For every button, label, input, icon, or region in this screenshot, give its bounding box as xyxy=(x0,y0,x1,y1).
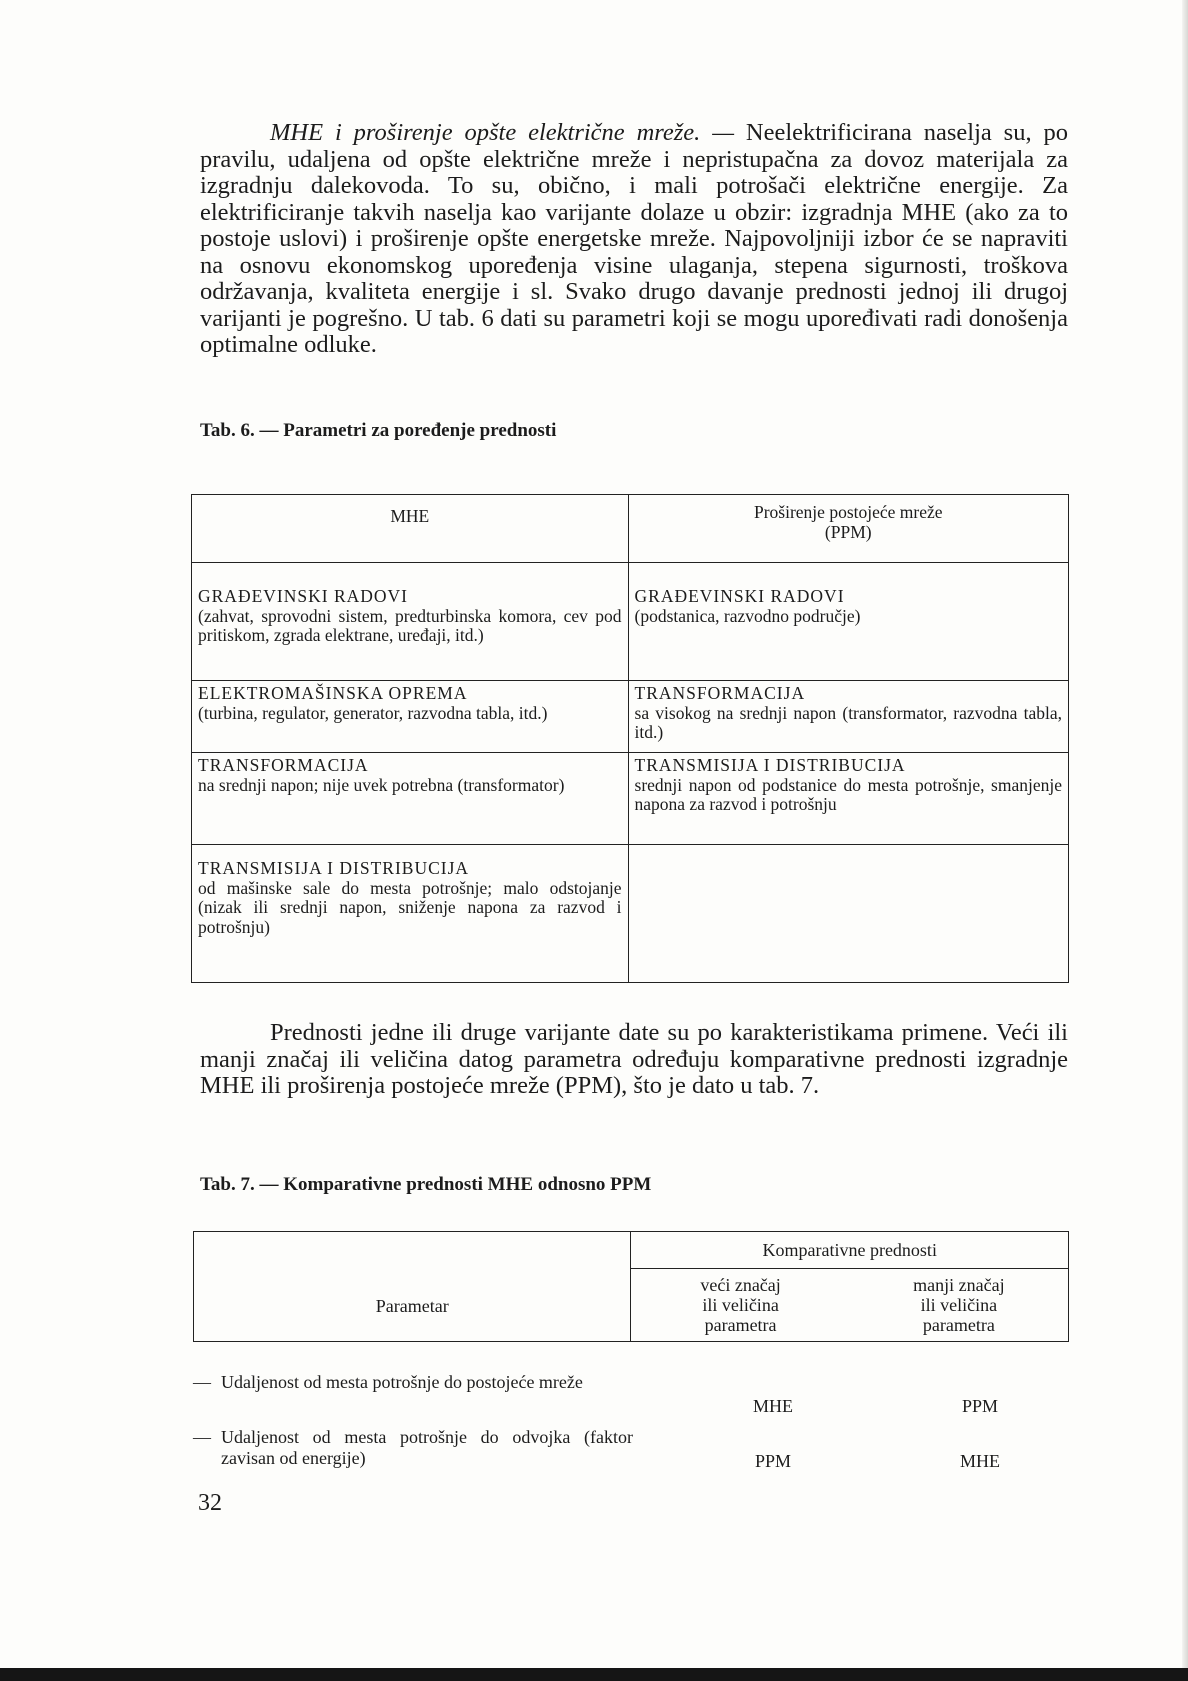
tab6-header-row xyxy=(192,495,1069,563)
cell-title: GRAĐEVINSKI RADOVI xyxy=(634,586,845,606)
row-smaller-value: MHE xyxy=(960,1451,1000,1471)
tab7-header-greater-line: veći značaj xyxy=(700,1275,781,1295)
tab6-header-ppm xyxy=(628,495,1068,563)
scan-bottom-edge xyxy=(0,1668,1188,1681)
page-number: 32 xyxy=(198,1490,222,1516)
row-greater-value: PPM xyxy=(754,1451,792,1471)
cell-title: TRANSFORMACIJA xyxy=(634,683,806,703)
tab6-header-mhe-label: MHE xyxy=(390,505,430,526)
cell-title: TRANSMISIJA I DISTRIBUCIJA xyxy=(198,858,470,878)
cell-title: TRANSMISIJA I DISTRIBUCIJA xyxy=(634,755,906,775)
tab7-header-parameter: Parametar xyxy=(194,1232,631,1342)
table-row xyxy=(193,1372,1069,1422)
row-dash: — xyxy=(193,1372,211,1392)
intro-paragraph xyxy=(200,120,1068,359)
tab6-cell-ppm xyxy=(628,563,1068,681)
row-smaller-value: PPM xyxy=(961,1396,999,1416)
cell-description: (zahvat, sprovodni sistem, predturbinska komora, cev pod pritiskom, zgrada elektrane, uređaji, itd.) xyxy=(198,605,622,645)
tab6-header-ppm-line1: Proširenje postojeće mreže xyxy=(753,502,943,522)
table-row xyxy=(193,1427,1069,1477)
tab6-header-ppm-line2: (PPM) xyxy=(824,521,872,542)
table-row xyxy=(192,845,1069,983)
tab7-header-greater-line: ili veličina xyxy=(702,1295,779,1315)
tab6-header-mhe xyxy=(192,495,629,563)
table-row xyxy=(192,681,1069,753)
tab6-cell-ppm-empty xyxy=(628,845,1068,983)
tab7-header-smaller xyxy=(850,1269,1069,1342)
tab7-header-greater-line: parametra xyxy=(704,1315,777,1335)
cell-description: sa visokog na srednji napon (transformator, razvodna tabla, itd.) xyxy=(634,702,1062,742)
intro-text: Neelektrificirana naselja su, po pravilu, udaljena od opšte električne mreže i nepristupačna za dovoz materijala za izgradnju dalekovoda. To su, obično, i mali potrošači električne energije. Za elektrificiranje takvih naselja kao varijante dolaze u obzir: izgradnja MHE (ako za to postoje uslovi) i proširenje opšte energetske mreže. Najpovoljniji izbor će se napraviti na osnovu ekonomskog upoređenja visine ulaganja, stepena sigurnosti, troškova održavanja, kvaliteta energije i sl. Svako drugo davanje prednosti jednoj ili drugoj varijanti je pogrešno. U tab. 6 dati su parametri koji se mogu upoređivati radi donošenja optimalne odluke. xyxy=(200,119,1068,358)
cell-title: ELEKTROMAŠINSKA OPREMA xyxy=(198,683,468,703)
tab7-header-smaller-line: parametra xyxy=(922,1315,995,1335)
tab7-header-group: Komparativne prednosti xyxy=(631,1232,1069,1269)
row-dash: — xyxy=(193,1427,211,1447)
tab6-cell-ppm xyxy=(628,753,1068,845)
tab6-cell-mhe xyxy=(192,753,629,845)
tab6-cell-mhe xyxy=(192,845,629,983)
cell-title: TRANSFORMACIJA xyxy=(198,755,369,775)
tab6-cell-mhe xyxy=(192,681,629,753)
row-parameter: Udaljenost od mesta potrošnje do odvojka (faktor zavisan od energije) xyxy=(221,1427,633,1468)
tab6-cell-ppm xyxy=(628,681,1068,753)
cell-description: od mašinske sale do mesta potrošnje; malo odstojanje (nizak ili srednji napon, sniženje napona za razvod i potrošnju) xyxy=(198,877,622,937)
tab7-header-greater xyxy=(631,1269,850,1342)
tab7-header xyxy=(193,1231,1069,1342)
row-parameter: Udaljenost od mesta potrošnje do postojeće mreže xyxy=(221,1372,583,1392)
row-greater-value: MHE xyxy=(753,1396,793,1416)
tab6-table xyxy=(191,494,1069,983)
middle-paragraph: Prednosti jedne ili druge varijante date su po karakteristikama primene. Veći ili manji značaj ili veličina datog parametra određuju komparativne prednosti izgradnje MHE ili proširenja postojeće mreže (PPM), što je dato u tab. 7. xyxy=(200,1019,1068,1099)
tab6-cell-mhe xyxy=(192,563,629,681)
cell-title: GRAĐEVINSKI RADOVI xyxy=(198,586,409,606)
tab7-header-smaller-line: ili veličina xyxy=(920,1295,998,1315)
table-row xyxy=(192,563,1069,681)
tab7-header-smaller-line: manji značaj xyxy=(913,1275,1005,1295)
table-row xyxy=(192,753,1069,845)
cell-description: na srednji napon; nije uvek potrebna (transformator) xyxy=(198,774,565,795)
cell-description: srednji napon od podstanice do mesta potrošnje, smanjenje napona za razvod i potrošnju xyxy=(634,774,1062,814)
cell-description: (turbina, regulator, generator, razvodna tabla, itd.) xyxy=(198,702,548,723)
tab7-caption: Tab. 7. — Komparativne prednosti MHE odnosno PPM xyxy=(200,1174,652,1195)
tab6-caption: Tab. 6. — Parametri za poređenje prednosti xyxy=(200,420,557,441)
cell-description: (podstanica, razvodno područje) xyxy=(634,605,861,626)
intro-lead-title: MHE i proširenje opšte električne mreže. — xyxy=(270,119,734,146)
scan-edge xyxy=(1182,0,1188,1681)
